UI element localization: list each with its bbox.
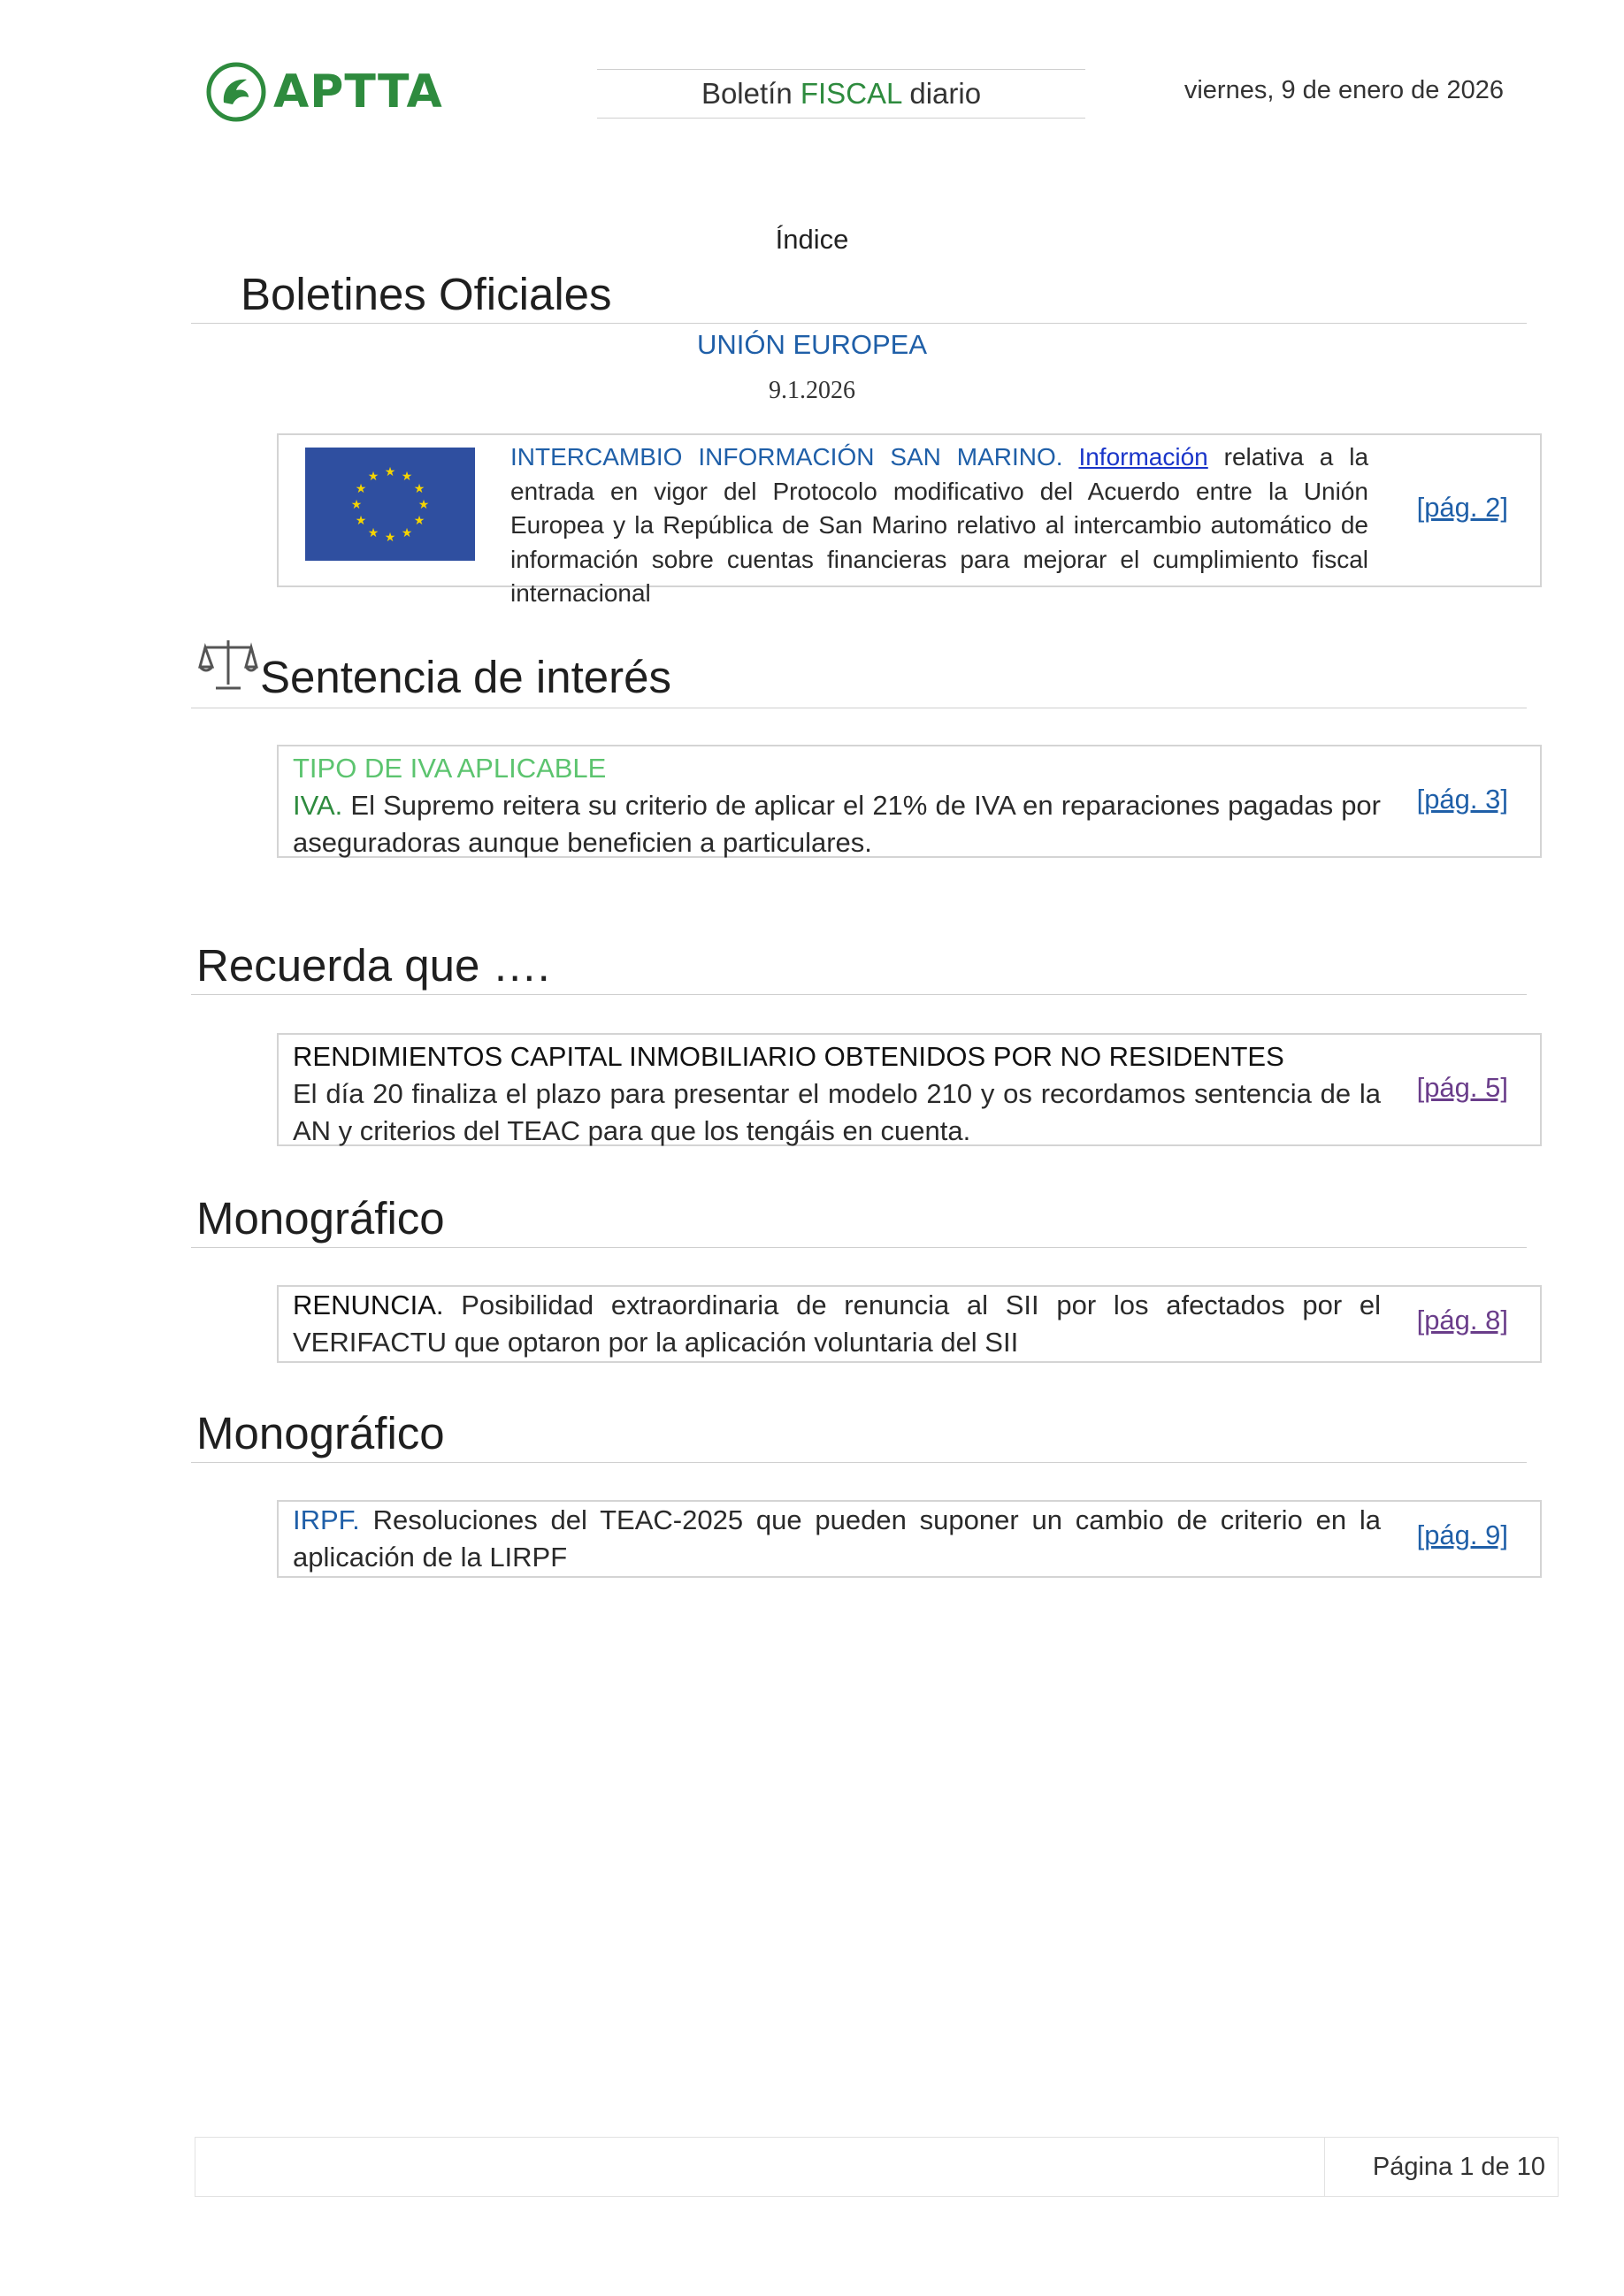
page-number: Página 1 de 10 [1372,2153,1545,2181]
informacion-link[interactable]: Información [1078,443,1208,471]
scales-of-justice-icon [198,633,258,693]
section-title: Monográfico [196,1193,445,1244]
item-body: El Supremo reitera su criterio de aplicar el 21% de IVA en reparaciones pagadas por aseguradoras aunque beneficien a particulares. [293,790,1381,858]
svg-text:★: ★ [413,514,425,528]
svg-text:★: ★ [367,470,379,484]
aptta-logo-icon [206,62,266,122]
section-recuerda-que [191,938,1527,995]
union-europea-date: 9.1.2026 [769,377,855,404]
section-monografico-1 [191,1190,1527,1248]
index-item-irpf [277,1500,1542,1578]
logo-text: APTTA [273,65,443,119]
item-body: Posibilidad extraordinaria de renuncia al SII por los afectados por el VERIFACTU que optaron por la aplicación voluntaria del SII [293,1290,1381,1358]
union-europea-title: UNIÓN EUROPEA [696,329,928,360]
svg-text:★: ★ [384,531,396,545]
page-ref-link[interactable]: [pág. 8] [1416,1305,1508,1336]
index-item-renuncia [277,1285,1542,1363]
section-title: Recuerda que …. [196,940,550,991]
section-boletines-oficiales [191,266,1527,324]
item-heading: IVA. [293,790,343,821]
svg-text:★: ★ [417,498,430,512]
aptta-logo [206,60,454,124]
index-item-rendimientos [277,1033,1542,1146]
svg-text:★: ★ [401,526,413,540]
svg-text:★: ★ [401,470,413,484]
item-text [293,1287,1381,1361]
section-title: Monográfico [196,1408,445,1458]
footer-divider [1324,2138,1325,2196]
item-heading: INTERCAMBIO INFORMACIÓN SAN MARINO. [510,443,1063,471]
item-heading: RENDIMIENTOS CAPITAL INMOBILIARIO OBTENIDOS POR NO RESIDENTES [293,1041,1284,1072]
page-ref-link[interactable]: [pág. 9] [1416,1519,1508,1550]
svg-text:★: ★ [413,482,425,496]
section-title: Boletines Oficiales [241,269,612,319]
index-heading: Índice [775,224,849,255]
index-item-iva [277,745,1542,858]
item-text [293,1038,1381,1150]
svg-text:★: ★ [367,526,379,540]
item-body: El día 20 finaliza el plazo para presentar el modelo 210 y os recordamos sentencia de la AN y criterios del TEAC para que los tengáis en cuenta. [293,1078,1381,1146]
item-text [293,750,1381,861]
item-heading: RENUNCIA. [293,1290,444,1320]
item-category: TIPO DE IVA APLICABLE [293,753,607,784]
item-body: relativa a la entrada en vigor del Protocolo modificativo del Acuerdo entre la Unión Europea y la República de San Marino relativo al intercambio automático de información sobre cuentas financieras para mejorar el cumplimiento fiscal internacional [510,443,1369,607]
index-item-san-marino [277,433,1542,607]
bulletin-title-fiscal: FISCAL [800,77,902,110]
bulletin-date: viernes, 9 de enero de 2026 [1184,76,1504,104]
svg-text:★: ★ [355,482,367,496]
bulletin-title: Boletín FISCAL diario [597,69,1085,119]
item-text [510,440,1368,611]
section-monografico-2 [191,1405,1527,1463]
item-body: Resoluciones del TEAC-2025 que pueden suponer un cambio de criterio en la aplicación de la LIRPF [293,1504,1381,1573]
svg-text:★: ★ [350,498,363,512]
svg-text:★: ★ [355,514,367,528]
page-ref-link[interactable]: [pág. 3] [1416,784,1508,815]
section-sentencia-de-interes [191,633,1527,708]
item-heading: IRPF. [293,1504,360,1535]
section-title: Sentencia de interés [260,652,671,702]
page-ref-link[interactable]: [pág. 2] [1416,492,1508,523]
item-text [293,1502,1381,1576]
page-footer [195,2137,1559,2197]
page-ref-link[interactable]: [pág. 5] [1416,1072,1508,1103]
eu-flag-icon [305,448,475,561]
svg-text:★: ★ [384,465,396,479]
